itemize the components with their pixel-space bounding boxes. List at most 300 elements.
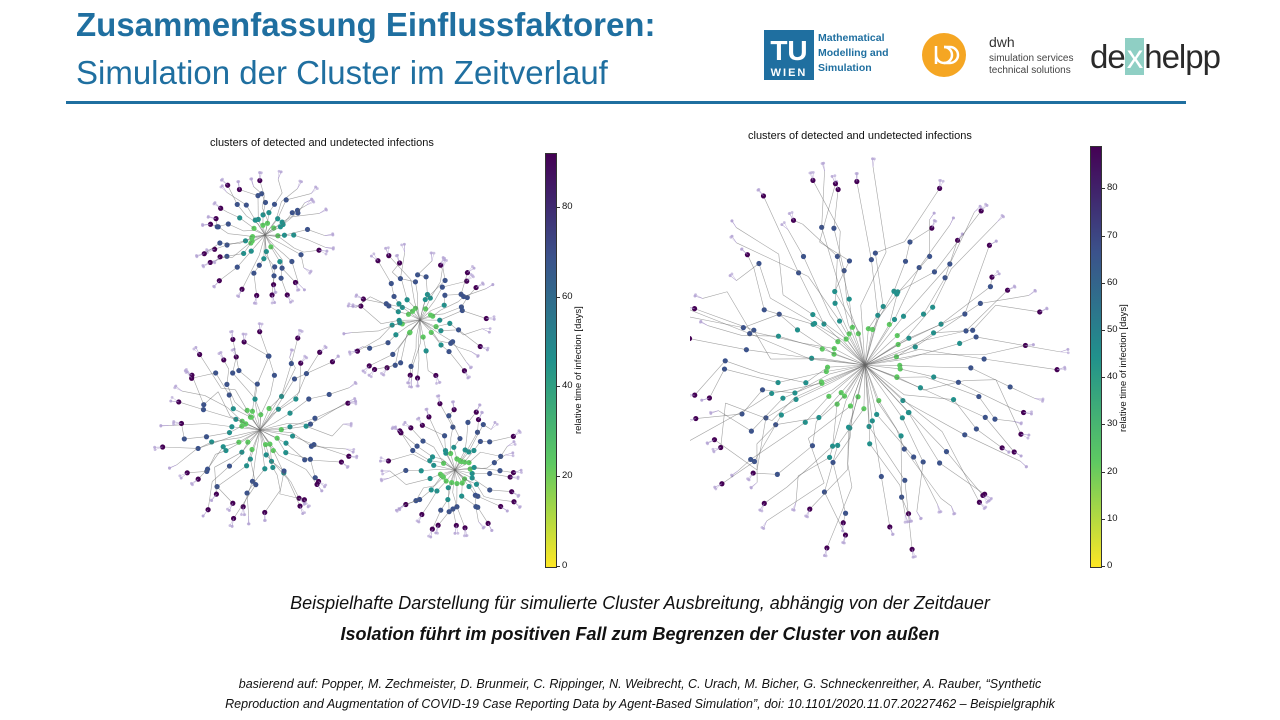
undetected-node (364, 371, 367, 374)
tree-edge (763, 196, 798, 273)
undetected-node (172, 421, 175, 424)
tree-edge (205, 396, 227, 408)
infection-node (937, 460, 942, 465)
tree-edge (440, 270, 442, 282)
tree-edge (736, 243, 808, 277)
undetected-node (153, 446, 156, 449)
right-colorbar-tick-mark (1101, 424, 1105, 425)
undetected-node (237, 295, 240, 298)
undetected-node (382, 374, 385, 377)
tree-edge (857, 181, 872, 259)
undetected-node (303, 288, 306, 291)
undetected-node (517, 494, 520, 497)
tree-edge (406, 479, 430, 485)
tree-edge (449, 352, 464, 371)
tree-edge (779, 254, 783, 295)
tree-edge (727, 292, 750, 332)
infection-node (237, 215, 242, 220)
tree-edge (363, 299, 386, 304)
infection-node (312, 416, 317, 421)
caption-conclusion: Isolation führt im positiven Fall zum Begrenzen der Cluster von außen (340, 624, 940, 644)
undetected-node (757, 188, 760, 191)
tree-edge (881, 477, 889, 527)
undetected-node (494, 421, 497, 424)
undetected-node (1034, 289, 1037, 292)
infection-node (1000, 445, 1005, 450)
undetected-node (731, 219, 734, 222)
tree-edge (204, 392, 218, 405)
tree-edge (200, 354, 222, 388)
tree-edge (310, 402, 347, 424)
undetected-node (1041, 399, 1044, 402)
tree-edge (772, 398, 795, 421)
tree-edge (960, 337, 976, 343)
undetected-node (168, 467, 171, 470)
tree-edge (329, 388, 349, 395)
undetected-node (517, 477, 520, 480)
tree-edge (849, 299, 852, 327)
tree-edge (244, 342, 269, 356)
tree-edge (909, 412, 947, 451)
infection-node (390, 352, 395, 357)
tree-edge (810, 470, 848, 509)
left-colorbar-tick-mark (556, 207, 560, 208)
undetected-node (729, 274, 732, 277)
undetected-node (833, 174, 836, 177)
infection-node (898, 366, 903, 371)
right-colorbar-label: relative time of infection [days] (1118, 304, 1129, 432)
undetected-node (514, 443, 517, 446)
undetected-node (496, 423, 499, 426)
undetected-node (255, 302, 258, 305)
undetected-node (210, 499, 213, 502)
right-colorbar-tick-mark (1101, 283, 1105, 284)
undetected-node (942, 180, 945, 183)
undetected-node (469, 366, 472, 369)
undetected-node (937, 511, 940, 514)
undetected-node (273, 301, 276, 304)
undetected-node (310, 270, 313, 273)
tree-edge (282, 213, 298, 222)
tree-edge (198, 437, 231, 449)
right-colorbar-tick-label: 50 (1107, 324, 1118, 336)
infection-node (844, 336, 849, 341)
undetected-node (919, 517, 922, 520)
tree-edge (421, 469, 438, 470)
undetected-node (871, 157, 874, 160)
tree-edge (426, 277, 427, 295)
undetected-node (892, 533, 895, 536)
left-colorbar-tick-mark (556, 566, 560, 567)
tree-edge (483, 425, 491, 430)
tree-edge (401, 334, 407, 362)
undetected-node (416, 520, 419, 523)
tree-edge (401, 433, 417, 446)
undetected-node (1030, 412, 1033, 415)
caption-description: Beispielhafte Darstellung für simulierte Cluster Ausbreitung, abhängig von der Zeitdauer (290, 593, 990, 613)
infection-node (397, 318, 402, 323)
tree-edge (242, 268, 253, 289)
tree-edge (708, 326, 742, 336)
tree-edge (239, 189, 258, 195)
undetected-node (228, 509, 231, 512)
tree-edge (206, 433, 229, 437)
undetected-node (316, 187, 319, 190)
tree-edge (435, 477, 444, 486)
undetected-node (387, 246, 390, 249)
undetected-node (694, 295, 697, 298)
tree-edge (464, 289, 486, 297)
undetected-node (712, 448, 715, 451)
tree-edge (490, 490, 512, 492)
undetected-node (472, 275, 475, 278)
tree-edge (490, 474, 510, 478)
tree-edge (995, 419, 1014, 421)
infection-node (917, 265, 922, 270)
undetected-node (185, 371, 188, 374)
right-colorbar-tick-label: 40 (1107, 371, 1118, 383)
tree-edge (380, 325, 393, 338)
tree-edge (250, 430, 260, 459)
tree-edge (246, 205, 255, 220)
infection-node (827, 455, 832, 460)
tree-edge (309, 394, 329, 399)
tree-edge (848, 464, 852, 487)
tu-logo-caption: Mathematical Modelling and Simulation (818, 32, 889, 74)
undetected-node (512, 454, 515, 457)
tree-edge (378, 323, 399, 331)
infection-node (429, 330, 434, 335)
tree-edge (282, 268, 295, 282)
undetected-node (219, 186, 222, 189)
tree-edge (434, 447, 444, 463)
undetected-node (488, 331, 491, 334)
undetected-node (748, 479, 751, 482)
tree-edge (179, 402, 204, 410)
undetected-node (699, 320, 702, 323)
tree-edge (871, 260, 877, 316)
undetected-node (332, 234, 335, 237)
right-colorbar-tick-label: 60 (1107, 276, 1118, 288)
undetected-node (1046, 307, 1049, 310)
infection-node (907, 239, 912, 244)
infection-node (690, 336, 692, 341)
undetected-node (403, 243, 406, 246)
tree-edge (904, 188, 939, 241)
tree-edge (721, 403, 726, 447)
tree-edge (703, 292, 728, 299)
tree-edge (954, 400, 977, 429)
tree-edge (796, 476, 798, 503)
undetected-node (347, 465, 350, 468)
undetected-node (841, 529, 844, 532)
infection-node (887, 524, 892, 529)
tree-edge (878, 403, 901, 436)
undetected-node (986, 204, 989, 207)
undetected-node (354, 381, 357, 384)
undetected-node (481, 281, 484, 284)
tree-edge (873, 167, 886, 252)
undetected-node (299, 329, 302, 332)
tree-edge (879, 401, 896, 429)
infection-node (271, 448, 276, 453)
tree-edge (390, 471, 406, 485)
tree-edge (429, 491, 437, 505)
tree-edge (725, 361, 760, 373)
infection-node (297, 503, 302, 508)
tree-edge (946, 452, 982, 496)
undetected-node (325, 346, 328, 349)
left-colorbar-tick-mark (556, 476, 560, 477)
tree-edge (298, 205, 307, 210)
infection-node (836, 187, 841, 192)
tree-edge (481, 452, 501, 456)
tree-edge (900, 365, 937, 367)
right-colorbar-tick-label: 10 (1107, 512, 1118, 524)
tree-edge (764, 487, 787, 504)
tree-edge (215, 467, 217, 494)
tree-edge (381, 320, 399, 323)
tree-edge (254, 273, 257, 295)
tree-edge (413, 343, 421, 366)
undetected-node (491, 283, 494, 286)
tree-edge (438, 512, 449, 526)
undetected-node (324, 207, 327, 210)
infection-node (807, 507, 812, 512)
undetected-node (406, 381, 409, 384)
tree-edge (803, 256, 829, 315)
tree-edge (709, 369, 724, 398)
infection-node (264, 249, 269, 254)
undetected-node (952, 216, 955, 219)
tree-edge (260, 332, 269, 356)
tree-edge (352, 331, 379, 333)
tree-edge (208, 447, 224, 469)
tree-edge (909, 314, 965, 338)
tree-edge (906, 242, 910, 261)
tree-edge (900, 369, 934, 377)
tree-edge (258, 469, 265, 478)
undetected-node (939, 179, 942, 182)
undetected-node (433, 252, 436, 255)
tree-edge (770, 298, 814, 323)
tree-edge (690, 406, 752, 443)
tree-edge (834, 189, 838, 228)
undetected-node (310, 198, 313, 201)
tree-edge (484, 496, 492, 498)
undetected-node (381, 473, 384, 476)
infection-node (408, 373, 413, 378)
tree-edge (278, 179, 282, 193)
tree-edge (897, 256, 930, 294)
left-colorbar-tick-label: 60 (562, 290, 573, 302)
undetected-node (417, 385, 420, 388)
tree-edge (274, 413, 290, 423)
dwh-logo-name: dwh (989, 34, 1015, 50)
right-colorbar-tick-mark (1101, 519, 1105, 520)
tree-edge (827, 487, 852, 548)
tree-edge (812, 422, 816, 446)
undetected-node (291, 300, 294, 303)
tree-edge (813, 315, 846, 339)
undetected-node (379, 460, 382, 463)
tree-edge (742, 390, 762, 414)
tree-edge (910, 228, 932, 242)
undetected-node (381, 470, 384, 473)
infection-node (245, 408, 250, 413)
undetected-node (808, 172, 811, 175)
undetected-node (841, 541, 844, 544)
tree-edge (272, 399, 295, 414)
tree-edge (492, 499, 514, 502)
undetected-node (791, 211, 794, 214)
undetected-node (212, 203, 215, 206)
tree-edge (388, 454, 412, 461)
right-colorbar-tick-mark (1101, 330, 1105, 331)
tree-edge (462, 311, 486, 319)
dexhelpp-logo: dexhelpp (1090, 38, 1220, 75)
tree-edge (919, 225, 950, 267)
infection-node (271, 282, 276, 287)
tree-edge (310, 459, 315, 477)
tree-edge (830, 401, 846, 458)
undetected-node (1067, 351, 1070, 354)
tree-edge (833, 462, 846, 513)
undetected-node (463, 534, 466, 537)
undetected-node (342, 333, 345, 336)
undetected-node (190, 483, 193, 486)
infection-node (443, 278, 448, 283)
undetected-node (417, 417, 420, 420)
undetected-node (354, 295, 357, 298)
tree-edge (268, 356, 274, 375)
undetected-node (1002, 215, 1005, 218)
undetected-node (353, 397, 356, 400)
tree-edge (973, 305, 996, 330)
tree-edge (788, 230, 803, 257)
tree-edge (941, 498, 951, 506)
tree-edge (865, 365, 909, 412)
left-colorbar-tick-label: 80 (562, 200, 573, 212)
infection-node (762, 501, 767, 506)
infection-node (752, 459, 757, 464)
undetected-node (506, 510, 509, 513)
undetected-node (1020, 454, 1023, 457)
tree-edge (976, 429, 1002, 448)
tree-edge (221, 388, 235, 390)
tree-edge (835, 291, 859, 332)
tree-edge (778, 336, 822, 349)
undetected-node (220, 351, 223, 354)
left-colorbar (545, 153, 557, 568)
undetected-node (476, 355, 479, 358)
tree-edge (914, 457, 938, 504)
undetected-node (368, 374, 371, 377)
tree-edge (490, 436, 514, 441)
tree-edge (217, 487, 233, 504)
tree-edge (840, 289, 848, 324)
undetected-node (350, 422, 353, 425)
tree-edge (227, 241, 245, 245)
undetected-node (408, 385, 411, 388)
tree-edge (985, 345, 1026, 354)
tree-edge (868, 306, 883, 328)
undetected-node (436, 532, 439, 535)
tree-edge (309, 240, 326, 247)
tree-edge (898, 272, 935, 292)
tree-edge (797, 330, 834, 354)
undetected-node (519, 505, 522, 508)
tree-edge (177, 450, 196, 465)
right-colorbar-tick-label: 70 (1107, 229, 1118, 241)
tree-edge (275, 247, 284, 254)
undetected-node (1063, 366, 1066, 369)
undetected-node (1013, 285, 1016, 288)
infection-node (266, 210, 271, 215)
tree-edge (736, 263, 759, 280)
undetected-node (486, 348, 489, 351)
infection-node (762, 307, 767, 312)
right-cluster-graph (690, 150, 1080, 570)
infection-node (887, 322, 892, 327)
infection-node (749, 429, 754, 434)
tree-edge (742, 335, 779, 336)
tree-edge (725, 369, 779, 383)
tree-edge (469, 452, 481, 462)
undetected-node (380, 372, 383, 375)
undetected-node (348, 351, 351, 354)
undetected-node (258, 322, 261, 325)
undetected-node (380, 480, 383, 483)
undetected-node (454, 532, 457, 535)
undetected-node (385, 247, 388, 250)
infection-node (231, 516, 236, 521)
undetected-node (159, 424, 162, 427)
undetected-node (201, 224, 204, 227)
tree-edge (478, 507, 488, 523)
undetected-node (231, 330, 234, 333)
infection-node (930, 305, 935, 310)
undetected-node (259, 171, 262, 174)
tree-edge (235, 390, 247, 410)
tree-edge (369, 354, 393, 365)
undetected-node (192, 348, 195, 351)
undetected-node (247, 522, 250, 525)
infection-node (284, 197, 289, 202)
infection-node (803, 380, 808, 385)
left-colorbar-tick-label: 0 (562, 560, 568, 571)
infection-node (306, 396, 311, 401)
tree-edge (966, 290, 1008, 331)
undetected-node (731, 235, 734, 238)
right-colorbar-tick-label: 80 (1107, 182, 1118, 194)
tree-edge (976, 337, 1060, 352)
infection-node (298, 252, 303, 257)
undetected-node (1025, 466, 1028, 469)
undetected-node (990, 497, 993, 500)
tree-edge (308, 229, 325, 235)
tree-edge (746, 350, 811, 359)
left-colorbar-tick-label: 40 (562, 380, 573, 392)
undetected-node (174, 384, 177, 387)
left-colorbar-tick-label: 20 (562, 470, 573, 482)
infection-node (756, 261, 761, 266)
tree-edge (937, 367, 971, 368)
undetected-node (831, 175, 834, 178)
tree-edge (281, 426, 306, 429)
tree-edge (429, 417, 439, 438)
undetected-node (202, 515, 205, 518)
